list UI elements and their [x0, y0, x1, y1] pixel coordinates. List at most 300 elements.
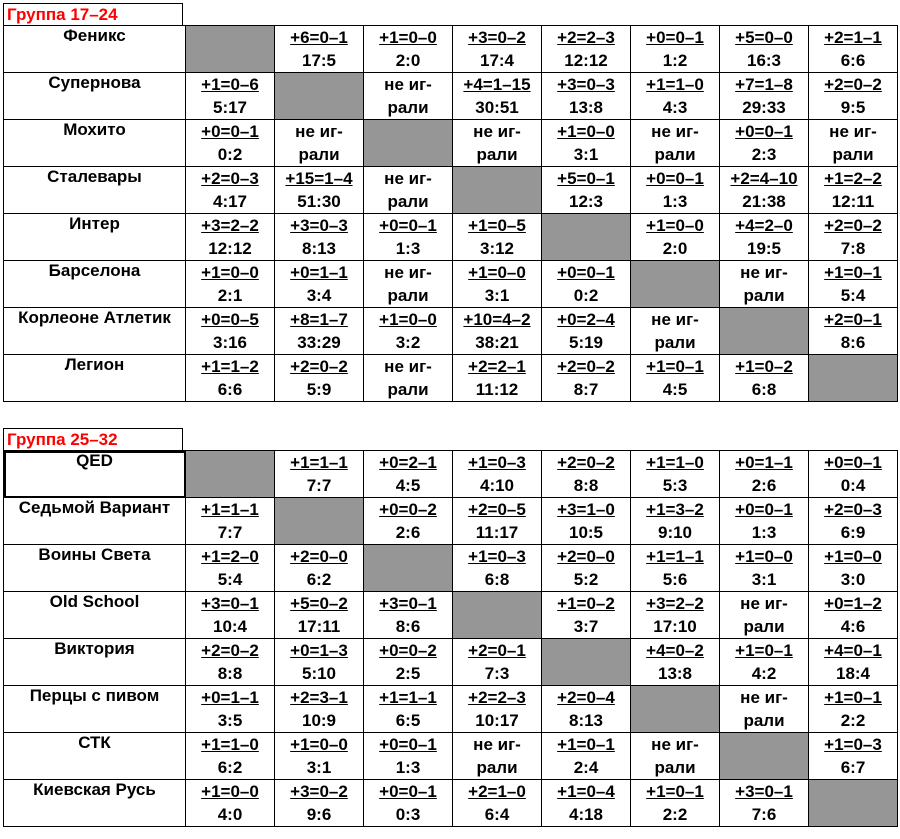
not-played-cell[interactable] [720, 686, 809, 733]
not-played-cell[interactable] [631, 120, 720, 167]
result-cell[interactable] [809, 686, 898, 733]
team-name-cell[interactable]: Сталевары [4, 167, 186, 214]
table-row [4, 545, 898, 592]
self-match-cell[interactable] [631, 686, 720, 733]
goal-ratio: 6:5 [395, 711, 421, 730]
self-match-cell[interactable] [720, 733, 809, 780]
goal-ratio: 6:8 [751, 380, 777, 399]
win-draw-loss: +2=0–5 [468, 500, 526, 519]
self-match-cell[interactable] [809, 355, 898, 402]
goal-ratio: 38:21 [475, 333, 519, 352]
result-cell[interactable] [453, 639, 542, 686]
team-name-cell[interactable]: Супернова [4, 73, 186, 120]
result-cell[interactable] [364, 308, 453, 355]
result-cell[interactable] [631, 26, 720, 73]
result-cell[interactable] [186, 686, 275, 733]
goal-ratio: 3:0 [840, 570, 866, 589]
result-cell[interactable] [720, 167, 809, 214]
table-row [4, 451, 898, 498]
result-cell[interactable] [186, 308, 275, 355]
not-played-text: не иг- [473, 122, 521, 141]
result-cell[interactable] [631, 780, 720, 827]
goal-ratio: 0:2 [217, 145, 243, 164]
team-name-cell[interactable]: Барселона [4, 261, 186, 308]
result-cell[interactable] [631, 451, 720, 498]
self-match-cell[interactable] [364, 545, 453, 592]
win-draw-loss: +5=0–1 [557, 169, 615, 188]
goal-ratio: 8:7 [573, 380, 599, 399]
result-cell[interactable] [186, 214, 275, 261]
win-draw-loss: +1=1–0 [646, 75, 704, 94]
goal-ratio: 2:2 [840, 711, 866, 730]
result-cell[interactable] [720, 26, 809, 73]
win-draw-loss: +0=0–1 [735, 122, 793, 141]
result-cell[interactable] [542, 498, 631, 545]
result-cell[interactable] [186, 73, 275, 120]
goal-ratio: 6:2 [306, 570, 332, 589]
win-draw-loss: +1=0–0 [290, 735, 348, 754]
result-cell[interactable] [542, 686, 631, 733]
goal-ratio: 1:3 [395, 239, 421, 258]
win-draw-loss: +10=4–2 [463, 310, 531, 329]
result-cell[interactable] [720, 73, 809, 120]
result-cell[interactable] [364, 26, 453, 73]
win-draw-loss: +2=0–1 [824, 310, 882, 329]
result-cell[interactable] [275, 167, 364, 214]
table-row [4, 167, 898, 214]
result-cell[interactable] [186, 498, 275, 545]
team-name-cell[interactable]: Перцы с пивом [4, 686, 186, 733]
goal-ratio: 4:18 [568, 805, 604, 824]
not-played-cell[interactable] [453, 733, 542, 780]
win-draw-loss: +0=0–2 [379, 641, 437, 660]
result-cell[interactable] [809, 733, 898, 780]
self-match-cell[interactable] [186, 26, 275, 73]
goal-ratio: 8:6 [395, 617, 421, 636]
win-draw-loss: +2=1–1 [824, 28, 882, 47]
table-row [4, 261, 898, 308]
result-cell[interactable] [631, 639, 720, 686]
not-played-cell[interactable] [720, 261, 809, 308]
table-row [4, 214, 898, 261]
goal-ratio: 4:17 [212, 192, 248, 211]
result-cell[interactable] [542, 120, 631, 167]
win-draw-loss: +2=0–2 [557, 357, 615, 376]
result-cell[interactable] [542, 451, 631, 498]
not-played-cell[interactable] [364, 73, 453, 120]
result-cell[interactable] [364, 780, 453, 827]
result-cell[interactable] [542, 26, 631, 73]
self-match-cell[interactable] [275, 73, 364, 120]
result-cell[interactable] [275, 261, 364, 308]
win-draw-loss: +7=1–8 [735, 75, 793, 94]
result-cell[interactable] [453, 686, 542, 733]
goal-ratio: 5:9 [306, 380, 332, 399]
result-cell[interactable] [186, 733, 275, 780]
result-cell[interactable] [542, 167, 631, 214]
goal-ratio: 3:2 [395, 333, 421, 352]
result-cell[interactable] [809, 73, 898, 120]
win-draw-loss: +1=0–0 [646, 216, 704, 235]
win-draw-loss: +3=0–1 [201, 594, 259, 613]
result-cell[interactable] [631, 545, 720, 592]
result-cell[interactable] [809, 498, 898, 545]
result-cell[interactable] [720, 780, 809, 827]
win-draw-loss: +0=0–1 [735, 500, 793, 519]
table-row [4, 686, 898, 733]
result-cell[interactable] [364, 733, 453, 780]
team-name-cell[interactable]: Old School [4, 592, 186, 639]
result-cell[interactable] [275, 639, 364, 686]
result-cell[interactable] [186, 639, 275, 686]
not-played-cell[interactable] [364, 355, 453, 402]
win-draw-loss: +0=0–1 [379, 735, 437, 754]
result-cell[interactable] [186, 261, 275, 308]
result-cell[interactable] [186, 167, 275, 214]
not-played-cell[interactable] [720, 592, 809, 639]
goal-ratio: 2:0 [662, 239, 688, 258]
not-played-text: рали [743, 711, 785, 730]
win-draw-loss: +4=0–2 [646, 641, 704, 660]
win-draw-loss: +2=0–0 [290, 547, 348, 566]
result-cell[interactable] [809, 214, 898, 261]
results-table-group-17-24 [3, 25, 898, 402]
goal-ratio: 2:1 [217, 286, 243, 305]
result-cell[interactable] [364, 592, 453, 639]
win-draw-loss: +1=0–3 [468, 453, 526, 472]
not-played-cell[interactable] [631, 733, 720, 780]
result-cell[interactable] [631, 355, 720, 402]
goal-ratio: 6:9 [840, 523, 866, 542]
result-cell[interactable] [720, 498, 809, 545]
win-draw-loss: +1=0–0 [557, 122, 615, 141]
result-cell[interactable] [453, 780, 542, 827]
win-draw-loss: +2=1–0 [468, 782, 526, 801]
not-played-text: не иг- [740, 594, 788, 613]
win-draw-loss: +1=0–6 [201, 75, 259, 94]
goal-ratio: 2:0 [395, 51, 421, 70]
not-played-text: не иг- [384, 75, 432, 94]
not-played-cell[interactable] [453, 120, 542, 167]
not-played-text: рали [654, 145, 696, 164]
table-row [4, 639, 898, 686]
win-draw-loss: +1=0–0 [468, 263, 526, 282]
goal-ratio: 1:2 [662, 51, 688, 70]
win-draw-loss: +1=0–1 [824, 263, 882, 282]
win-draw-loss: +0=1–1 [290, 263, 348, 282]
win-draw-loss: +2=3–1 [290, 688, 348, 707]
result-cell[interactable] [275, 214, 364, 261]
table-row [4, 498, 898, 545]
not-played-text: не иг- [473, 735, 521, 754]
result-cell[interactable] [364, 214, 453, 261]
self-match-cell[interactable] [631, 261, 720, 308]
goal-ratio: 3:1 [573, 145, 599, 164]
goal-ratio: 4:6 [840, 617, 866, 636]
result-cell[interactable] [542, 261, 631, 308]
result-cell[interactable] [275, 26, 364, 73]
win-draw-loss: +3=2–2 [201, 216, 259, 235]
result-cell[interactable] [809, 545, 898, 592]
result-cell[interactable] [186, 592, 275, 639]
result-cell[interactable] [275, 780, 364, 827]
win-draw-loss: +1=0–0 [824, 547, 882, 566]
win-draw-loss: +0=0–1 [557, 263, 615, 282]
goal-ratio: 3:1 [751, 570, 777, 589]
goal-ratio: 5:6 [662, 570, 688, 589]
not-played-cell[interactable] [275, 120, 364, 167]
win-draw-loss: +1=0–1 [735, 641, 793, 660]
goal-ratio: 3:16 [212, 333, 248, 352]
goal-ratio: 17:10 [653, 617, 697, 636]
result-cell[interactable] [453, 451, 542, 498]
team-name-cell[interactable]: Корлеоне Атлетик [4, 308, 186, 355]
result-cell[interactable] [453, 498, 542, 545]
team-name-cell[interactable]: Воины Света [4, 545, 186, 592]
result-cell[interactable] [453, 261, 542, 308]
result-cell[interactable] [186, 120, 275, 167]
goal-ratio: 5:17 [212, 98, 248, 117]
team-name-cell[interactable]: Интер [4, 214, 186, 261]
win-draw-loss: +2=2–3 [468, 688, 526, 707]
goal-ratio: 11:12 [475, 380, 519, 399]
not-played-text: рали [298, 145, 340, 164]
result-cell[interactable] [275, 733, 364, 780]
goal-ratio: 2:6 [395, 523, 421, 542]
not-played-cell[interactable] [809, 120, 898, 167]
result-cell[interactable] [542, 592, 631, 639]
result-cell[interactable] [809, 592, 898, 639]
result-cell[interactable] [453, 26, 542, 73]
result-cell[interactable] [720, 355, 809, 402]
goal-ratio: 4:2 [751, 664, 777, 683]
result-cell[interactable] [364, 451, 453, 498]
result-cell[interactable] [542, 308, 631, 355]
result-cell[interactable] [364, 686, 453, 733]
goal-ratio: 13:8 [657, 664, 693, 683]
team-name-cell[interactable]: QED [4, 451, 186, 498]
not-played-text: рали [832, 145, 874, 164]
result-cell[interactable] [809, 451, 898, 498]
result-cell[interactable] [275, 355, 364, 402]
result-cell[interactable] [809, 26, 898, 73]
win-draw-loss: +1=0–5 [468, 216, 526, 235]
not-played-text: не иг- [740, 263, 788, 282]
win-draw-loss: +1=1–1 [646, 547, 704, 566]
goal-ratio: 7:3 [484, 664, 510, 683]
goal-ratio: 5:2 [573, 570, 599, 589]
result-cell[interactable] [631, 498, 720, 545]
not-played-cell[interactable] [364, 167, 453, 214]
goal-ratio: 8:13 [301, 239, 337, 258]
goal-ratio: 12:12 [564, 51, 608, 70]
team-name-cell[interactable]: Мохито [4, 120, 186, 167]
not-played-text: не иг- [384, 169, 432, 188]
not-played-cell[interactable] [631, 308, 720, 355]
result-cell[interactable] [809, 167, 898, 214]
goal-ratio: 2:5 [395, 664, 421, 683]
result-cell[interactable] [809, 308, 898, 355]
win-draw-loss: +1=0–3 [824, 735, 882, 754]
result-cell[interactable] [453, 308, 542, 355]
win-draw-loss: +1=0–1 [646, 357, 704, 376]
not-played-cell[interactable] [364, 261, 453, 308]
not-played-text: рали [387, 98, 429, 117]
not-played-text: не иг- [384, 263, 432, 282]
not-played-text: не иг- [295, 122, 343, 141]
group-title[interactable]: Группа 25–32 [3, 428, 183, 450]
result-cell[interactable] [720, 214, 809, 261]
team-name-cell[interactable]: Киевская Русь [4, 780, 186, 827]
win-draw-loss: +0=2–1 [379, 453, 437, 472]
goal-ratio: 8:8 [217, 664, 243, 683]
goal-ratio: 5:3 [662, 476, 688, 495]
result-cell[interactable] [186, 545, 275, 592]
goal-ratio: 2:3 [751, 145, 777, 164]
goal-ratio: 21:38 [742, 192, 786, 211]
result-cell[interactable] [453, 355, 542, 402]
win-draw-loss: +1=0–1 [557, 735, 615, 754]
goal-ratio: 12:11 [831, 192, 875, 211]
win-draw-loss: +1=1–1 [290, 453, 348, 472]
result-cell[interactable] [542, 780, 631, 827]
goal-ratio: 7:7 [217, 523, 243, 542]
result-cell[interactable] [364, 498, 453, 545]
result-cell[interactable] [453, 73, 542, 120]
not-played-text: рали [654, 758, 696, 777]
goal-ratio: 33:29 [297, 333, 341, 352]
result-cell[interactable] [720, 120, 809, 167]
result-cell[interactable] [542, 73, 631, 120]
result-cell[interactable] [720, 639, 809, 686]
goal-ratio: 18:4 [835, 664, 871, 683]
result-cell[interactable] [186, 355, 275, 402]
goal-ratio: 7:6 [751, 805, 777, 824]
result-cell[interactable] [275, 308, 364, 355]
goal-ratio: 10:9 [301, 711, 337, 730]
self-match-cell[interactable] [364, 120, 453, 167]
goal-ratio: 2:2 [662, 805, 688, 824]
win-draw-loss: +0=1–2 [824, 594, 882, 613]
result-cell[interactable] [275, 451, 364, 498]
win-draw-loss: +2=4–10 [730, 169, 798, 188]
table-row [4, 733, 898, 780]
goal-ratio: 0:3 [395, 805, 421, 824]
goal-ratio: 4:5 [395, 476, 421, 495]
goal-ratio: 6:6 [840, 51, 866, 70]
goal-ratio: 11:17 [475, 523, 519, 542]
goal-ratio: 4:5 [662, 380, 688, 399]
win-draw-loss: +1=2–2 [824, 169, 882, 188]
win-draw-loss: +1=0–4 [557, 782, 615, 801]
win-draw-loss: +1=1–0 [201, 735, 259, 754]
result-cell[interactable] [720, 545, 809, 592]
goal-ratio: 5:4 [840, 286, 866, 305]
goal-ratio: 17:4 [479, 51, 515, 70]
result-cell[interactable] [631, 73, 720, 120]
goal-ratio: 3:7 [573, 617, 599, 636]
self-match-cell[interactable] [720, 308, 809, 355]
result-cell[interactable] [542, 545, 631, 592]
goal-ratio: 12:12 [208, 239, 252, 258]
result-cell[interactable] [186, 780, 275, 827]
goal-ratio: 19:5 [746, 239, 782, 258]
win-draw-loss: +3=0–1 [379, 594, 437, 613]
goal-ratio: 16:3 [746, 51, 782, 70]
self-match-cell[interactable] [453, 167, 542, 214]
goal-ratio: 6:7 [840, 758, 866, 777]
win-draw-loss: +0=0–1 [379, 782, 437, 801]
goal-ratio: 5:4 [217, 570, 243, 589]
win-draw-loss: +0=0–2 [379, 500, 437, 519]
self-match-cell[interactable] [275, 498, 364, 545]
group-title[interactable]: Группа 17–24 [3, 3, 183, 25]
team-name-cell[interactable]: Легион [4, 355, 186, 402]
win-draw-loss: +0=0–1 [646, 169, 704, 188]
goal-ratio: 9:6 [306, 805, 332, 824]
result-cell[interactable] [809, 261, 898, 308]
self-match-cell[interactable] [186, 451, 275, 498]
team-name-cell[interactable]: СТК [4, 733, 186, 780]
win-draw-loss: +1=0–2 [735, 357, 793, 376]
goal-ratio: 10:17 [475, 711, 519, 730]
result-cell[interactable] [720, 451, 809, 498]
win-draw-loss: +0=1–1 [201, 688, 259, 707]
goal-ratio: 3:12 [479, 239, 515, 258]
goal-ratio: 6:6 [217, 380, 243, 399]
result-cell[interactable] [275, 592, 364, 639]
goal-ratio: 8:6 [840, 333, 866, 352]
goal-ratio: 51:30 [297, 192, 341, 211]
not-played-text: рали [654, 333, 696, 352]
result-cell[interactable] [809, 639, 898, 686]
result-cell[interactable] [542, 733, 631, 780]
result-cell[interactable] [364, 639, 453, 686]
win-draw-loss: +4=2–0 [735, 216, 793, 235]
win-draw-loss: +1=1–0 [646, 453, 704, 472]
goal-ratio: 5:10 [301, 664, 337, 683]
result-cell[interactable] [275, 686, 364, 733]
win-draw-loss: +1=1–1 [379, 688, 437, 707]
table-row [4, 120, 898, 167]
goal-ratio: 1:3 [662, 192, 688, 211]
win-draw-loss: +2=0–2 [201, 641, 259, 660]
result-cell[interactable] [542, 355, 631, 402]
win-draw-loss: +2=0–2 [557, 453, 615, 472]
result-cell[interactable] [631, 592, 720, 639]
team-name-cell[interactable]: Феникс [4, 26, 186, 73]
self-match-cell[interactable] [809, 780, 898, 827]
team-name-cell[interactable]: Виктория [4, 639, 186, 686]
result-cell[interactable] [453, 545, 542, 592]
result-cell[interactable] [631, 214, 720, 261]
self-match-cell[interactable] [542, 214, 631, 261]
goal-ratio: 3:5 [217, 711, 243, 730]
self-match-cell[interactable] [453, 592, 542, 639]
team-name-cell[interactable]: Седьмой Вариант [4, 498, 186, 545]
goal-ratio: 2:6 [751, 476, 777, 495]
self-match-cell[interactable] [542, 639, 631, 686]
result-cell[interactable] [275, 545, 364, 592]
goal-ratio: 29:33 [742, 98, 786, 117]
win-draw-loss: +0=0–1 [824, 453, 882, 472]
goal-ratio: 1:3 [751, 523, 777, 542]
result-cell[interactable] [453, 214, 542, 261]
not-played-text: рали [476, 758, 518, 777]
goal-ratio: 0:2 [573, 286, 599, 305]
win-draw-loss: +5=0–0 [735, 28, 793, 47]
result-cell[interactable] [631, 167, 720, 214]
